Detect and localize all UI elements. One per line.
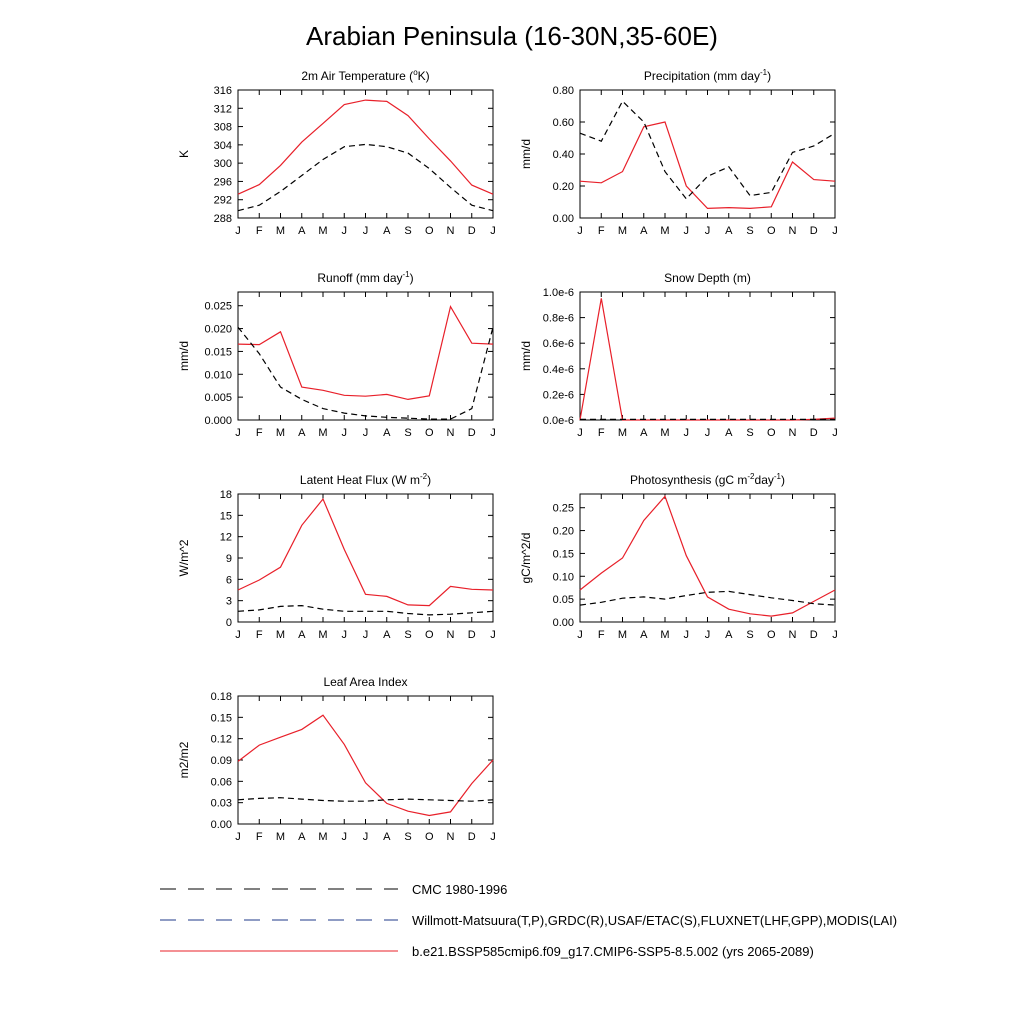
- x-tick-label: O: [424, 427, 434, 439]
- y-tick-label: 0.00: [552, 617, 574, 629]
- x-tick-label: M: [617, 427, 628, 439]
- y-tick-label: 0.4e-6: [542, 363, 574, 376]
- x-tick-label: J: [235, 427, 241, 439]
- x-tick-label: O: [766, 427, 776, 439]
- x-tick-label: A: [640, 427, 648, 439]
- y-tick-label: 292: [213, 194, 232, 207]
- x-tick-label: A: [725, 629, 733, 641]
- series-line-obs: [580, 591, 835, 605]
- x-tick-label: J: [490, 427, 496, 439]
- x-tick-label: J: [235, 629, 241, 641]
- x-tick-label: A: [298, 831, 306, 843]
- y-tick-label: 0.15: [210, 712, 232, 725]
- x-tick-label: M: [660, 629, 670, 641]
- x-tick-label: J: [490, 225, 496, 237]
- y-tick-label: 0.80: [552, 85, 574, 97]
- x-tick-label: J: [362, 831, 369, 843]
- y-tick-label: 308: [213, 121, 232, 134]
- x-tick-label: M: [318, 427, 328, 439]
- legend-label: CMC 1980-1996: [412, 882, 508, 897]
- x-tick-label: J: [704, 225, 711, 237]
- x-tick-label: S: [404, 225, 412, 237]
- x-tick-label: J: [832, 629, 838, 641]
- x-tick-label: M: [275, 427, 286, 439]
- y-tick-label: 0.20: [552, 525, 574, 538]
- x-tick-label: J: [362, 225, 369, 237]
- y-tick-label: 0.10: [552, 571, 574, 584]
- y-tick-label: 0.000: [204, 415, 232, 427]
- y-tick-label: 288: [213, 213, 232, 225]
- y-tick-label: 0.00: [210, 819, 232, 831]
- x-tick-label: F: [597, 629, 605, 641]
- y-axis-label: mm/d: [519, 139, 533, 169]
- x-tick-label: N: [446, 225, 455, 237]
- series-line-model: [238, 715, 493, 815]
- y-tick-label: 0.05: [552, 594, 574, 607]
- x-tick-label: J: [362, 427, 369, 439]
- y-tick-label: 0.8e-6: [542, 312, 574, 325]
- legend-item-1: [160, 913, 897, 928]
- x-tick-label: J: [577, 629, 583, 641]
- series-line-obs: [238, 327, 493, 419]
- panel-title: Latent Heat Flux (W $m^{-2}$): [299, 472, 432, 487]
- legend-item-0: [160, 882, 507, 897]
- series-line-model: [580, 298, 835, 420]
- x-tick-label: J: [235, 225, 241, 237]
- plot-frame: [580, 494, 835, 622]
- x-tick-label: A: [298, 225, 306, 237]
- x-tick-label: M: [318, 225, 328, 237]
- y-tick-label: 304: [213, 139, 232, 152]
- x-tick-label: S: [746, 427, 754, 439]
- y-tick-label: 12: [219, 531, 232, 544]
- x-tick-label: A: [383, 225, 391, 237]
- x-tick-label: J: [832, 225, 838, 237]
- plot-frame: [238, 90, 493, 218]
- legend-label: b.e21.BSSP585cmip6.f09_g17.CMIP6-SSP5-8.5.002 (yrs 2065-2089): [412, 944, 814, 959]
- y-axis-label: W/m^2: [177, 539, 191, 577]
- y-tick-label: 316: [213, 85, 232, 97]
- x-tick-label: M: [617, 225, 628, 237]
- x-tick-label: D: [467, 831, 476, 843]
- x-tick-label: D: [809, 629, 818, 641]
- y-tick-label: 0.20: [552, 181, 574, 193]
- panel-title: Photosynthesis (gC $m^{-2}day^{-1}$): [630, 472, 785, 487]
- x-tick-label: M: [660, 225, 670, 237]
- legend-label: Willmott-Matsuura(T,P),GRDC(R),USAF/ETAC(S),FLUXNET(LHF,GPP),MODIS(LAI): [412, 913, 898, 928]
- x-tick-label: J: [832, 427, 838, 439]
- x-tick-label: D: [809, 225, 818, 237]
- y-tick-label: 3: [225, 595, 232, 608]
- x-tick-label: J: [704, 629, 711, 641]
- panel-2: [177, 270, 496, 439]
- y-tick-label: 0.60: [552, 117, 574, 129]
- x-tick-label: J: [341, 427, 347, 439]
- x-tick-label: J: [341, 831, 347, 843]
- figure-title: Arabian Peninsula (16-30N,35-60E): [306, 21, 718, 51]
- plot-frame: [238, 292, 493, 420]
- x-tick-label: O: [766, 629, 776, 641]
- series-line-obs: [580, 101, 835, 199]
- y-tick-label: 18: [219, 489, 232, 501]
- x-tick-label: D: [467, 225, 476, 237]
- plot-frame: [580, 90, 835, 218]
- y-axis-label: mm/d: [519, 341, 533, 371]
- plot-frame: [238, 696, 493, 824]
- x-tick-label: F: [255, 225, 263, 237]
- x-tick-label: O: [424, 629, 434, 641]
- x-tick-label: S: [746, 629, 754, 641]
- x-tick-label: D: [809, 427, 818, 439]
- series-line-model: [580, 496, 835, 616]
- x-tick-label: S: [404, 629, 412, 641]
- y-tick-label: 0.06: [210, 776, 232, 789]
- x-tick-label: O: [424, 225, 434, 237]
- y-axis-label: K: [177, 149, 191, 159]
- y-axis-label: mm/d: [177, 341, 191, 371]
- x-tick-label: A: [383, 427, 391, 439]
- x-tick-label: A: [640, 225, 648, 237]
- panel-title: Snow Depth (m): [664, 271, 751, 285]
- y-tick-label: 0.010: [204, 369, 232, 382]
- plot-frame: [238, 494, 493, 622]
- y-tick-label: 0.015: [204, 346, 232, 359]
- y-tick-label: 0.18: [210, 691, 232, 703]
- x-tick-label: N: [788, 427, 797, 439]
- legend-item-2: [160, 944, 814, 959]
- series-line-model: [238, 100, 493, 194]
- x-tick-label: J: [490, 831, 496, 843]
- x-tick-label: N: [446, 427, 455, 439]
- y-tick-label: 15: [219, 510, 232, 523]
- series-line-model: [580, 122, 835, 208]
- panel-title: Runoff (mm day$^{-1}$): [317, 270, 414, 285]
- series-line-obs: [238, 606, 493, 615]
- x-tick-label: J: [341, 629, 347, 641]
- x-tick-label: F: [597, 427, 605, 439]
- x-tick-label: J: [704, 427, 711, 439]
- panel-3: [519, 271, 838, 439]
- y-tick-label: 0.0e-6: [542, 415, 574, 427]
- y-tick-label: 1.0e-6: [542, 287, 574, 299]
- panel-title: Precipitation (mm day$^{-1}$): [643, 68, 772, 83]
- legend: [160, 882, 897, 959]
- y-tick-label: 0.12: [210, 733, 232, 746]
- x-tick-label: M: [660, 427, 670, 439]
- y-tick-label: 0.00: [552, 213, 574, 225]
- x-tick-label: A: [298, 629, 306, 641]
- x-tick-label: N: [788, 225, 797, 237]
- panels-group: [177, 68, 838, 843]
- x-tick-label: M: [318, 831, 328, 843]
- x-tick-label: A: [725, 225, 733, 237]
- y-tick-label: 0: [225, 617, 232, 629]
- x-tick-label: A: [298, 427, 306, 439]
- x-tick-label: M: [275, 225, 286, 237]
- x-tick-label: O: [766, 225, 776, 237]
- x-tick-label: S: [404, 831, 412, 843]
- y-axis-label: gC/m^2/d: [519, 532, 533, 584]
- x-tick-label: M: [617, 629, 628, 641]
- panel-1: [519, 68, 838, 237]
- x-tick-label: J: [577, 225, 583, 237]
- x-tick-label: J: [490, 629, 496, 641]
- x-tick-label: A: [725, 427, 733, 439]
- series-line-obs: [238, 798, 493, 802]
- series-line-obs: [238, 144, 493, 210]
- series-line-model: [238, 499, 493, 606]
- y-tick-label: 0.03: [210, 797, 232, 810]
- x-tick-label: J: [683, 629, 689, 641]
- panel-title: Leaf Area Index: [323, 675, 408, 689]
- y-tick-label: 6: [225, 574, 232, 587]
- x-tick-label: O: [424, 831, 434, 843]
- y-tick-label: 9: [225, 553, 232, 565]
- x-tick-label: S: [404, 427, 412, 439]
- plot-frame: [580, 292, 835, 420]
- x-tick-label: A: [640, 629, 648, 641]
- x-tick-label: J: [683, 427, 689, 439]
- x-tick-label: F: [255, 427, 263, 439]
- x-tick-label: A: [383, 629, 391, 641]
- y-tick-label: 296: [213, 176, 232, 189]
- x-tick-label: J: [235, 831, 241, 843]
- y-tick-label: 0.25: [552, 502, 574, 515]
- x-tick-label: A: [383, 831, 391, 843]
- x-tick-label: J: [341, 225, 347, 237]
- x-tick-label: N: [446, 831, 455, 843]
- y-tick-label: 312: [213, 103, 232, 116]
- x-tick-label: J: [683, 225, 689, 237]
- x-tick-label: N: [788, 629, 797, 641]
- panel-4: [177, 472, 496, 641]
- x-tick-label: F: [597, 225, 605, 237]
- x-tick-label: N: [446, 629, 455, 641]
- y-tick-label: 0.025: [204, 300, 232, 313]
- y-axis-label: m2/m2: [177, 741, 191, 779]
- panel-6: [177, 675, 496, 843]
- series-line-model: [238, 307, 493, 400]
- x-tick-label: F: [255, 629, 263, 641]
- y-tick-label: 0.40: [552, 149, 574, 161]
- x-tick-label: M: [318, 629, 328, 641]
- x-tick-label: D: [467, 427, 476, 439]
- y-tick-label: 0.6e-6: [542, 338, 574, 351]
- y-tick-label: 0.09: [210, 755, 232, 767]
- y-tick-label: 0.2e-6: [542, 389, 574, 402]
- y-tick-label: 0.005: [204, 392, 232, 405]
- panel-title: 2m Air Temperature ($^o$K): [301, 68, 430, 83]
- x-tick-label: J: [362, 629, 369, 641]
- x-tick-label: S: [746, 225, 754, 237]
- x-tick-label: F: [255, 831, 263, 843]
- panel-5: [519, 472, 838, 641]
- x-tick-label: J: [577, 427, 583, 439]
- x-tick-label: M: [275, 629, 286, 641]
- y-tick-label: 0.15: [552, 548, 574, 561]
- y-tick-label: 0.020: [204, 323, 232, 336]
- x-tick-label: D: [467, 629, 476, 641]
- y-tick-label: 300: [213, 158, 232, 171]
- x-tick-label: M: [275, 831, 286, 843]
- panel-0: [177, 68, 496, 237]
